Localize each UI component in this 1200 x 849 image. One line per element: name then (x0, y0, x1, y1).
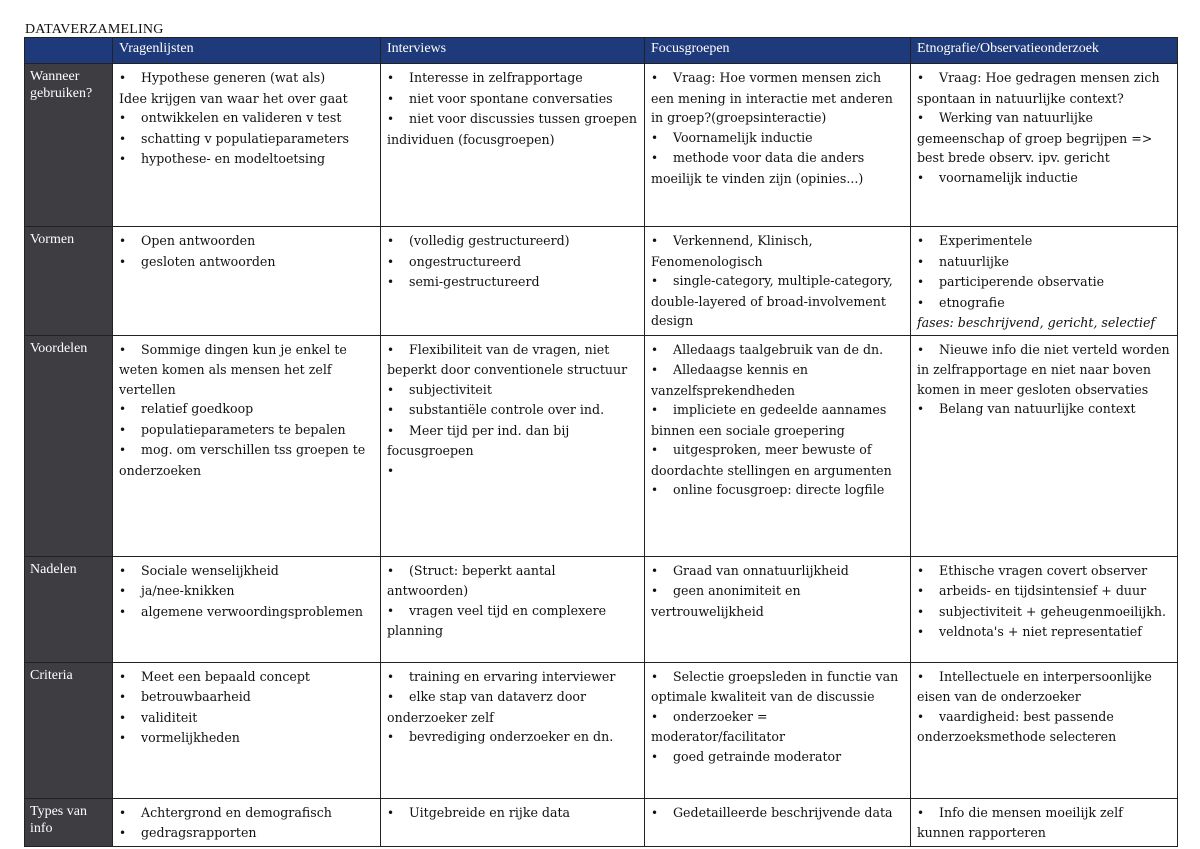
bullet-text: mog. om verschillen tss groepen te onderzoeken (119, 442, 366, 478)
bullet-text: relatief goedkoop (141, 401, 254, 416)
bullet-item (119, 602, 375, 623)
bullet-icon: • (119, 342, 127, 357)
bullet-text: schatting v populatieparameters (141, 130, 349, 146)
row-header: Types van info (25, 798, 113, 846)
column-header: Interviews (381, 38, 645, 64)
bullet-item (651, 747, 905, 768)
bullet-text: Sociale wenselijkheid (141, 562, 279, 578)
bullet-item (387, 89, 639, 110)
bullet-icon: • (387, 690, 395, 704)
bullet-item (119, 581, 375, 602)
corner-cell (25, 38, 113, 64)
bullet-icon: • (917, 625, 925, 639)
bullet-item (651, 271, 905, 331)
bullet-text: Vraag: Hoe gedragen mensen zich spontaan in natuurlijke context? (917, 70, 1160, 106)
table-cell (645, 662, 911, 798)
table-cell (645, 227, 911, 336)
table-cell (645, 556, 911, 662)
bullet-text: ongestructureerd (409, 253, 522, 269)
bullet-text: elke stap van dataverz door onderzoeker zelf (387, 689, 587, 725)
bullet-icon: • (387, 423, 395, 438)
bullet-icon: • (387, 382, 395, 397)
bullet-item (917, 707, 1172, 747)
bullet-text: semi-gestructureerd (409, 274, 540, 289)
bullet-text: Selectie groepsleden in functie van optimale kwaliteit van de discussie (651, 668, 899, 704)
bullet-text: Experimentele (939, 233, 1033, 248)
bullet-icon: • (387, 563, 395, 578)
bullet-item (119, 823, 375, 844)
bullet-text: niet voor spontane conversaties (409, 90, 613, 106)
bullet-item (119, 68, 375, 89)
bullet-icon: • (119, 690, 127, 704)
bullet-icon: • (119, 710, 127, 725)
header-row (25, 38, 1178, 64)
bullet-text: populatieparameters te bepalen (141, 421, 346, 437)
bullet-icon: • (917, 254, 925, 269)
bullet-icon: • (917, 170, 925, 185)
bullet-icon: • (917, 709, 925, 724)
bullet-item (387, 561, 639, 601)
bullet-text: ja/nee-knikken (141, 583, 235, 598)
bullet-text: Ethische vragen covert observer (939, 562, 1148, 578)
bullet-icon: • (917, 805, 925, 820)
table-cell (911, 662, 1178, 798)
bullet-text: hypothese- en modeltoetsing (141, 151, 326, 166)
bullet-text: Hypothese generen (wat als) (141, 70, 326, 85)
bullet-text: onderzoeker = moderator/facilitator (651, 708, 786, 744)
bullet-icon: • (917, 111, 925, 125)
bullet-icon: • (387, 805, 395, 820)
bullet-text: gedragsrapporten (141, 825, 257, 840)
bullet-text: Idee krijgen van waar het over gaat (119, 90, 348, 106)
bullet-item (387, 68, 639, 89)
bullet-item (387, 461, 639, 482)
bullet-item (917, 252, 1172, 273)
bullet-item (651, 128, 905, 149)
bullet-icon: • (917, 71, 925, 85)
bullet-item (917, 602, 1172, 623)
bullet-item (917, 581, 1172, 602)
bullet-item (387, 252, 639, 273)
bullet-icon: • (119, 152, 127, 166)
bullet-icon: • (917, 584, 925, 598)
bullet-text: arbeids- en tijdsintensief + duur (939, 583, 1147, 598)
bullet-text: Alledaags taalgebruik van de dn. (673, 341, 884, 357)
bullet-text: single-category, multiple-category, double-layered of broad-involvement design (651, 273, 893, 328)
bullet-text: geen anonimiteit en vertrouwelijkheid (651, 583, 801, 619)
bullet-item (119, 252, 375, 273)
table-cell (911, 798, 1178, 846)
table-cell (381, 227, 645, 336)
table-cell (645, 798, 911, 846)
bullet-item (387, 687, 639, 727)
bullet-text: training en ervaring interviewer (409, 668, 616, 684)
bullet-icon: • (917, 402, 925, 416)
bullet-item (651, 480, 905, 501)
column-header: Etnografie/Observatieonderzoek (911, 38, 1178, 64)
bullet-icon: • (917, 295, 925, 310)
bullet-text: goed getrainde moderator (673, 748, 842, 764)
bullet-text: substantiële controle over ind. (409, 402, 605, 417)
bullet-icon: • (387, 403, 395, 417)
bullet-icon: • (651, 71, 659, 85)
table-row (25, 798, 1178, 846)
document-title: DATAVERZAMELING (25, 22, 164, 37)
bullet-item (119, 561, 375, 582)
bullet-icon: • (651, 669, 659, 684)
bullet-text: online focusgroep: directe logfile (673, 482, 885, 497)
bullet-item (119, 89, 375, 109)
bullet-item (651, 803, 905, 824)
column-header: Focusgroepen (645, 38, 911, 64)
bullet-text: algemene verwoordingsproblemen (141, 603, 364, 619)
bullet-item (119, 129, 375, 150)
bullet-icon: • (387, 112, 395, 126)
bullet-item (119, 149, 375, 170)
table-cell (381, 556, 645, 662)
bullet-text: Uitgebreide en rijke data (409, 804, 571, 820)
bullet-icon: • (387, 234, 395, 248)
table-cell (381, 64, 645, 227)
table-cell (381, 798, 645, 846)
bullet-text: Achtergrond en demografisch (141, 804, 332, 820)
bullet-icon: • (119, 805, 127, 820)
bullet-icon: • (387, 669, 395, 684)
bullet-text: vormelijkheden (141, 730, 240, 745)
bullet-text: Intellectuele en interpersoonlijke eisen van de onderzoeker (917, 668, 1152, 704)
bullet-text: gesloten antwoorden (141, 253, 276, 269)
bullet-item (119, 708, 375, 729)
bullet-text: niet voor discussies tussen groepen individuen (focusgroepen) (387, 111, 637, 147)
bullet-item (917, 313, 1172, 333)
bullet-icon: • (119, 131, 127, 146)
table-row (25, 556, 1178, 662)
bullet-icon: • (119, 563, 127, 578)
bullet-text: Vraag: Hoe vormen mensen zich een mening in interactie met anderen in groep?(groepsinteractie) (651, 70, 893, 125)
bullet-icon: • (119, 71, 127, 85)
bullet-text: Meet een bepaald concept (141, 668, 310, 684)
bullet-item (651, 340, 905, 361)
bullet-icon: • (387, 91, 395, 106)
bullet-icon: • (119, 111, 127, 125)
bullet-item (917, 399, 1172, 420)
bullet-item (917, 231, 1172, 252)
table-row (25, 335, 1178, 556)
table-cell (911, 227, 1178, 336)
bullet-text: subjectiviteit + geheugenmoeilijkh. (939, 603, 1166, 619)
bullet-item (917, 68, 1172, 108)
table-cell (113, 227, 381, 336)
bullet-text: Open antwoorden (141, 233, 256, 248)
table-cell (911, 335, 1178, 556)
bullet-item (387, 231, 639, 252)
bullet-icon: • (651, 274, 659, 288)
bullet-icon: • (119, 826, 127, 840)
bullet-icon: • (917, 669, 925, 684)
bullet-icon: • (651, 805, 659, 820)
table-cell (113, 798, 381, 846)
bullet-icon: • (917, 342, 925, 357)
bullet-icon: • (651, 342, 659, 357)
bullet-icon: • (651, 563, 659, 578)
comparison-table (24, 37, 1178, 847)
bullet-item (917, 293, 1172, 314)
bullet-icon: • (387, 463, 395, 478)
bullet-item (917, 561, 1172, 582)
bullet-text: ontwikkelen en valideren v test (141, 110, 342, 125)
bullet-text: natuurlijke (939, 253, 1009, 269)
bullet-icon: • (119, 584, 127, 598)
bullet-icon: • (917, 275, 925, 289)
table-cell (911, 64, 1178, 227)
bullet-text: Alledaagse kennis en vanzelfsprekendheden (651, 362, 809, 398)
bullet-item (917, 272, 1172, 293)
bullet-icon: • (387, 730, 395, 744)
bullet-icon: • (651, 234, 659, 248)
bullet-item (119, 399, 375, 420)
bullet-item (651, 667, 905, 707)
bullet-icon: • (387, 342, 395, 357)
bullet-item (387, 727, 639, 748)
bullet-icon: • (119, 731, 127, 745)
bullet-icon: • (119, 402, 127, 416)
bullet-text: fases: beschrijvend, gericht, selectief (917, 315, 1156, 330)
bullet-text: Gedetailleerde beschrijvende data (673, 804, 893, 820)
bullet-text: bevrediging onderzoeker en dn. (409, 729, 614, 744)
row-header: Voordelen (25, 335, 113, 556)
bullet-text: Verkennend, Klinisch, Fenomenologisch (651, 233, 813, 269)
table-cell (113, 335, 381, 556)
bullet-item (917, 803, 1172, 843)
bullet-item (387, 272, 639, 293)
table-cell (645, 335, 911, 556)
bullet-item (119, 728, 375, 749)
bullet-item (119, 667, 375, 688)
bullet-text: betrouwbaarheid (141, 689, 251, 704)
table-cell (113, 64, 381, 227)
table-cell (911, 556, 1178, 662)
bullet-text: methode voor data die anders moeilijk te vinden zijn (opinies...) (651, 150, 865, 186)
bullet-icon: • (651, 483, 659, 497)
bullet-icon: • (651, 584, 659, 598)
bullet-item (651, 440, 905, 480)
bullet-item (119, 440, 375, 480)
bullet-item (651, 400, 905, 440)
bullet-icon: • (651, 443, 659, 457)
bullet-icon: • (387, 603, 395, 618)
bullet-item (119, 108, 375, 129)
bullet-text: Voornamelijk inductie (673, 129, 813, 145)
table-cell (381, 662, 645, 798)
bullet-item (651, 148, 905, 188)
bullet-icon: • (119, 254, 127, 269)
bullet-item (917, 168, 1172, 189)
bullet-item (917, 667, 1172, 707)
bullet-icon: • (387, 71, 395, 85)
bullet-icon: • (651, 151, 659, 165)
bullet-icon: • (651, 130, 659, 145)
bullet-text: Graad van onnatuurlijkheid (673, 562, 849, 578)
bullet-text: voornamelijk inductie (939, 169, 1078, 185)
bullet-text: vaardigheid: best passende onderzoeksmethode selecteren (917, 708, 1117, 744)
bullet-icon: • (651, 363, 659, 377)
bullet-item (119, 420, 375, 441)
bullet-item (119, 803, 375, 824)
bullet-text: (volledig gestructureerd) (409, 233, 570, 248)
bullet-icon: • (119, 604, 127, 619)
bullet-item (387, 667, 639, 688)
bullet-item (651, 561, 905, 582)
row-header: Vormen (25, 227, 113, 336)
bullet-text: Info die mensen moeilijk zelf kunnen rapporteren (917, 804, 1123, 840)
bullet-text: validiteit (141, 709, 198, 725)
table-row (25, 662, 1178, 798)
bullet-text: uitgesproken, meer bewuste of doordachte stellingen en argumenten (651, 442, 892, 478)
table-cell (645, 64, 911, 227)
bullet-icon: • (651, 709, 659, 724)
bullet-text: Sommige dingen kun je enkel te weten komen als mensen het zelf vertellen (119, 341, 347, 397)
bullet-item (387, 421, 639, 461)
bullet-item (651, 360, 905, 400)
bullet-icon: • (917, 563, 925, 578)
bullet-item (917, 108, 1172, 168)
bullet-text: etnografie (939, 294, 1005, 310)
bullet-item (119, 687, 375, 708)
bullet-text: participerende observatie (939, 274, 1105, 289)
table-cell (113, 556, 381, 662)
column-header: Vragenlijsten (113, 38, 381, 64)
bullet-item (651, 231, 905, 271)
row-header: Criteria (25, 662, 113, 798)
bullet-text: Werking van natuurlijke gemeenschap of groep begrijpen => best brede observ. ipv. gericht (917, 110, 1153, 165)
bullet-text: impliciete en gedeelde aannames binnen een sociale groepering (651, 402, 887, 438)
bullet-item (387, 340, 639, 380)
bullet-text: Nieuwe info die niet verteld worden in zelfrapportage en niet naar boven komen in meer gesloten observaties (917, 341, 1170, 397)
bullet-icon: • (387, 254, 395, 269)
bullet-text: (Struct: beperkt aantal antwoorden) (387, 562, 556, 598)
bullet-item (387, 803, 639, 824)
table-cell (381, 335, 645, 556)
bullet-item (387, 601, 639, 641)
bullet-icon: • (119, 443, 127, 457)
bullet-icon: • (651, 403, 659, 417)
bullet-item (387, 109, 639, 149)
row-header: Nadelen (25, 556, 113, 662)
bullet-item (917, 622, 1172, 643)
bullet-item (651, 68, 905, 128)
bullet-icon: • (917, 234, 925, 248)
bullet-text: subjectiviteit (409, 381, 492, 397)
bullet-text: Flexibiliteit van de vragen, niet beperkt door conventionele structuur (387, 341, 628, 377)
table-row (25, 227, 1178, 336)
bullet-icon: • (119, 669, 127, 684)
bullet-text: Interesse in zelfrapportage (409, 70, 583, 85)
bullet-icon: • (119, 234, 127, 248)
bullet-item (119, 231, 375, 252)
bullet-item (651, 581, 905, 621)
bullet-text: veldnota's + niet representatief (939, 624, 1142, 639)
bullet-icon: • (119, 422, 127, 437)
bullet-text: Belang van natuurlijke context (939, 401, 1136, 416)
row-header: Wanneer gebruiken? (25, 64, 113, 227)
bullet-item (119, 340, 375, 400)
bullet-text: vragen veel tijd en complexere planning (387, 602, 607, 638)
bullet-icon: • (651, 749, 659, 764)
bullet-item (651, 707, 905, 747)
bullet-item (917, 340, 1172, 400)
table-cell (113, 662, 381, 798)
bullet-item (387, 380, 639, 401)
bullet-item (387, 400, 639, 421)
bullet-text: Meer tijd per ind. dan bij focusgroepen (387, 422, 570, 458)
bullet-icon: • (387, 275, 395, 289)
bullet-icon: • (917, 604, 925, 619)
table-row (25, 64, 1178, 227)
